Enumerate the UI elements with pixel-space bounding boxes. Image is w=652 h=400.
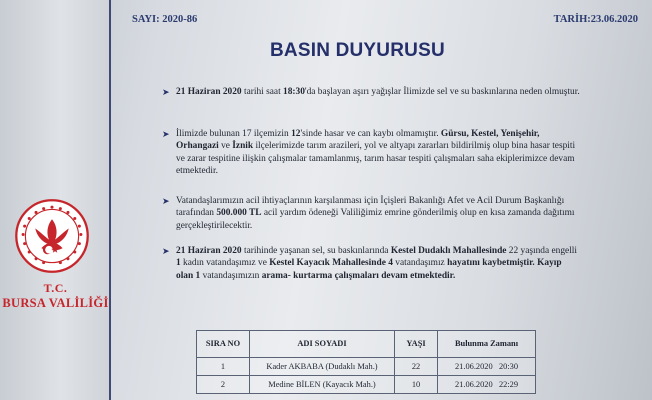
column-header-sira: SIRA NO <box>197 331 250 358</box>
tc-label: T.C. <box>43 281 68 295</box>
found-date: 21.06.2020 <box>454 362 493 371</box>
column-header-adi-soyadi: ADI SOYADI <box>250 331 395 358</box>
location-text: Kestel Dudaklı Mahallesinde <box>390 246 507 256</box>
table-header-row <box>197 331 536 358</box>
document-date: TARİH:23.06.2020 <box>553 14 638 25</box>
found-time <box>438 358 536 376</box>
arrow-bullet-icon: ➤ <box>162 87 170 97</box>
victim-name: Medine BİLEN (Kayacık Mah.) <box>250 376 395 394</box>
found-clock: 22:29 <box>498 380 519 389</box>
bursa-governorship-seal-icon <box>14 198 90 274</box>
time-text: 18:30 <box>283 87 305 97</box>
search-status-text: arama- kurtarma çalışmaları devam etmektedir. <box>261 270 456 281</box>
paragraph-text: vatandaşımızın <box>200 270 262 281</box>
arrow-bullet-icon: ➤ <box>162 129 170 139</box>
date-text: 21 Haziran 2020 <box>176 246 242 256</box>
table-row <box>197 376 536 394</box>
date-text: 21 Haziran 2020 <box>176 87 242 97</box>
paragraph-text: vatandaşımız <box>392 258 448 269</box>
found-time <box>438 376 536 394</box>
paragraph-1 <box>162 86 580 98</box>
document-number: SAYI: 2020-86 <box>132 14 198 25</box>
victims-table <box>196 330 536 394</box>
victim-age: 10 <box>395 376 438 394</box>
amount-text: 500.000 TL <box>216 208 262 219</box>
count-text: 1 <box>176 258 181 269</box>
paragraph-2 <box>162 128 580 178</box>
paragraph-text: İlimizde bulunan 17 ilçemizin <box>176 129 292 139</box>
district-list: Gürsu, Kestel, Yenişehir, Orhangazi <box>176 129 540 152</box>
paragraph-text: acil yardım ödeneği Valiliğimiz emrine gönderilmiş olup en kısa zamanda dağıtımı gerçekleştirilecektir. <box>176 208 575 231</box>
paragraph-3 <box>162 195 580 232</box>
table-row <box>197 358 536 376</box>
paragraph-text: 22 yaşında engelli <box>506 246 578 256</box>
found-clock: 20:30 <box>498 362 519 371</box>
location-text: Kestel Kayacık Mahallesinde 4 <box>269 258 393 269</box>
victim-age: 22 <box>395 358 438 376</box>
paragraph-text: kadın vatandaşımız ve <box>180 258 270 269</box>
paragraph-text: Vatandaşlarımızın acil ihtiyaçlarının karşılanması için İçişleri Bakanlığı Afet ve Acil Durum Başkanlığı tarafından <box>176 196 565 219</box>
column-header-bulunma-zamani: Bulunma Zamanı <box>438 331 536 358</box>
casualty-text: hayatını kaybetmiştir. Kayıp olan 1 <box>176 258 562 281</box>
paragraph-text: 'da başlayan aşırı yağışlar İlimizde sel ve su baskınlarına neden olmuştur. <box>304 87 580 97</box>
paragraph-text: ve <box>218 141 233 152</box>
paragraph-text: 'sinde hasar ve can kaybı olmamıştır. <box>300 129 441 139</box>
paragraph-text: ilçelerimizde tarım arazileri, yol ve altyapı zararları bildirilmiş olup bina hasar tespiti ve zarar tespitine ilişkin çalışmalar tamamlanmış, tarım hasar tespiti çalışmaları saha ekiplerimizce devam etmektedir. <box>176 141 576 177</box>
page-title: BASIN DUYURUSU <box>270 40 445 61</box>
paragraph-text: tarihinde yaşanan sel, su baskınlarında <box>241 246 391 256</box>
count-text: 12 <box>291 129 301 139</box>
arrow-bullet-icon: ➤ <box>162 196 170 206</box>
paragraph-4 <box>162 245 580 282</box>
row-number: 2 <box>197 376 250 394</box>
arrow-bullet-icon: ➤ <box>162 246 170 256</box>
sidebar-panel <box>0 0 111 400</box>
governorship-name: BURSA VALİLİĞİ <box>2 296 109 310</box>
district-name: İznik <box>232 141 254 152</box>
row-number: 1 <box>197 358 250 376</box>
found-date: 21.06.2020 <box>454 380 493 389</box>
victim-name: Kader AKBABA (Dudaklı Mah.) <box>250 358 395 376</box>
sidebar-divider <box>109 0 111 400</box>
column-header-yasi: YAŞI <box>395 331 438 358</box>
paragraph-text: tarihi saat <box>241 87 284 97</box>
